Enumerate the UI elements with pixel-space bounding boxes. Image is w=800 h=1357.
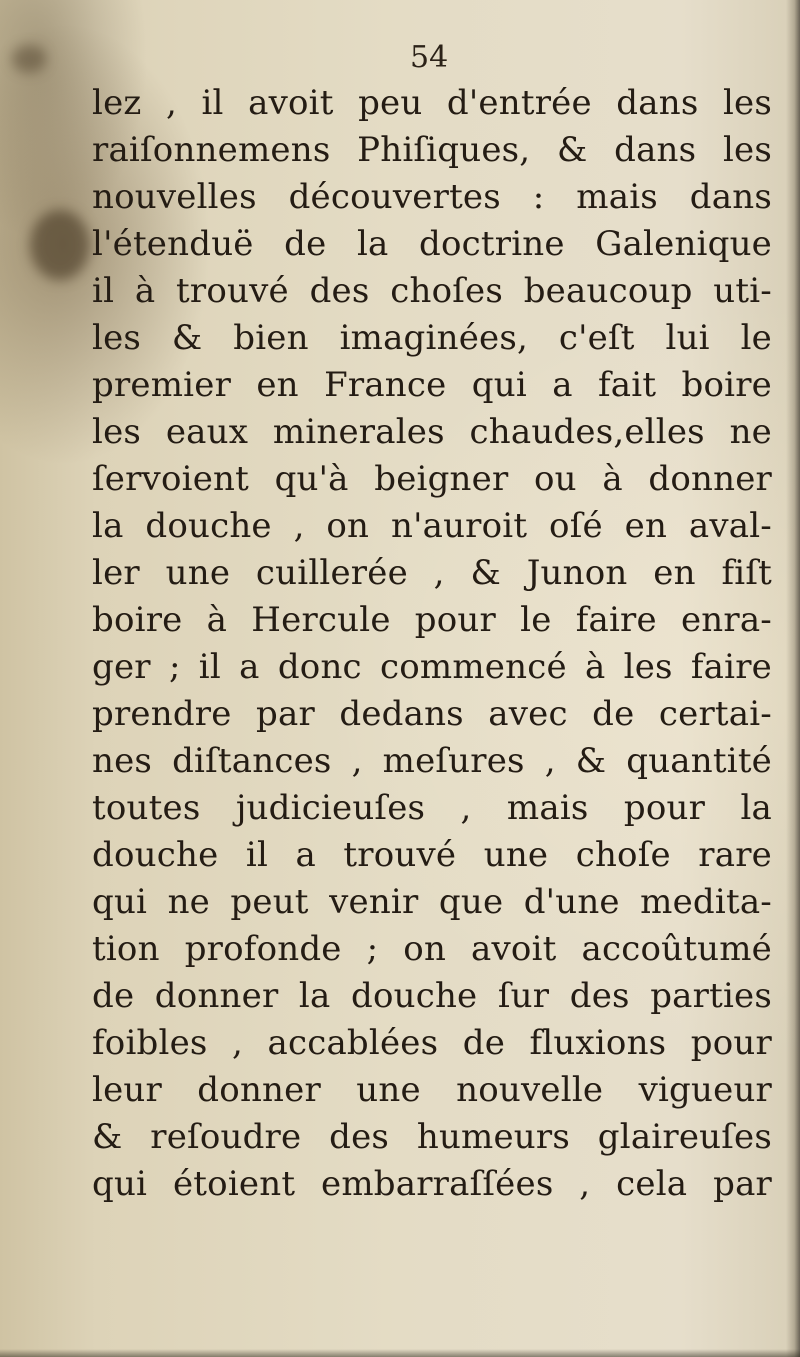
- text-line: les eaux minerales chaudes,elles ne: [92, 412, 772, 452]
- text-line: douche il a trouvé une choſe rare: [92, 835, 772, 875]
- text-line: qui étoient embarraſſées , cela par: [92, 1164, 772, 1204]
- ink-stain: [12, 45, 46, 73]
- page-edge-shadow: [786, 0, 800, 1357]
- text-line: qui ne peut venir que d'une medita-: [92, 882, 772, 922]
- text-line: les & bien imaginées, c'eſt lui le: [92, 318, 772, 358]
- text-line: foibles , accablées de fluxions pour: [92, 1023, 772, 1063]
- ink-stain: [30, 210, 90, 280]
- text-line: & reſoudre des humeurs glaireuſes: [92, 1117, 772, 1157]
- text-line: tion profonde ; on avoit accoûtumé: [92, 929, 772, 969]
- text-line: leur donner une nouvelle vigueur: [92, 1070, 772, 1110]
- body-text: [92, 80, 772, 1208]
- text-line: la douche , on n'auroit oſé en aval-: [92, 506, 772, 546]
- text-line: ger ; il a donc commencé à les faire: [92, 647, 772, 687]
- text-line: premier en France qui a fait boire: [92, 365, 772, 405]
- text-line: nouvelles découvertes : mais dans: [92, 177, 772, 217]
- page-edge-shadow: [0, 1349, 800, 1357]
- text-line: ſervoient qu'à beigner ou à donner: [92, 459, 772, 499]
- text-line: lez , il avoit peu d'entrée dans les: [92, 83, 772, 123]
- page-number: 54: [410, 40, 449, 75]
- text-line: raiſonnemens Phiſiques, & dans les: [92, 130, 772, 170]
- text-line: nes diſtances , meſures , & quantité: [92, 741, 772, 781]
- text-line: l'étenduë de la doctrine Galenique: [92, 224, 772, 264]
- text-line: ler une cuillerée , & Junon en fiſt: [92, 553, 772, 593]
- text-line: de donner la douche ſur des parties: [92, 976, 772, 1016]
- text-line: prendre par dedans avec de certai-: [92, 694, 772, 734]
- text-line: boire à Hercule pour le faire enra-: [92, 600, 772, 640]
- text-line: toutes judicieuſes , mais pour la: [92, 788, 772, 828]
- text-line: il à trouvé des choſes beaucoup uti-: [92, 271, 772, 311]
